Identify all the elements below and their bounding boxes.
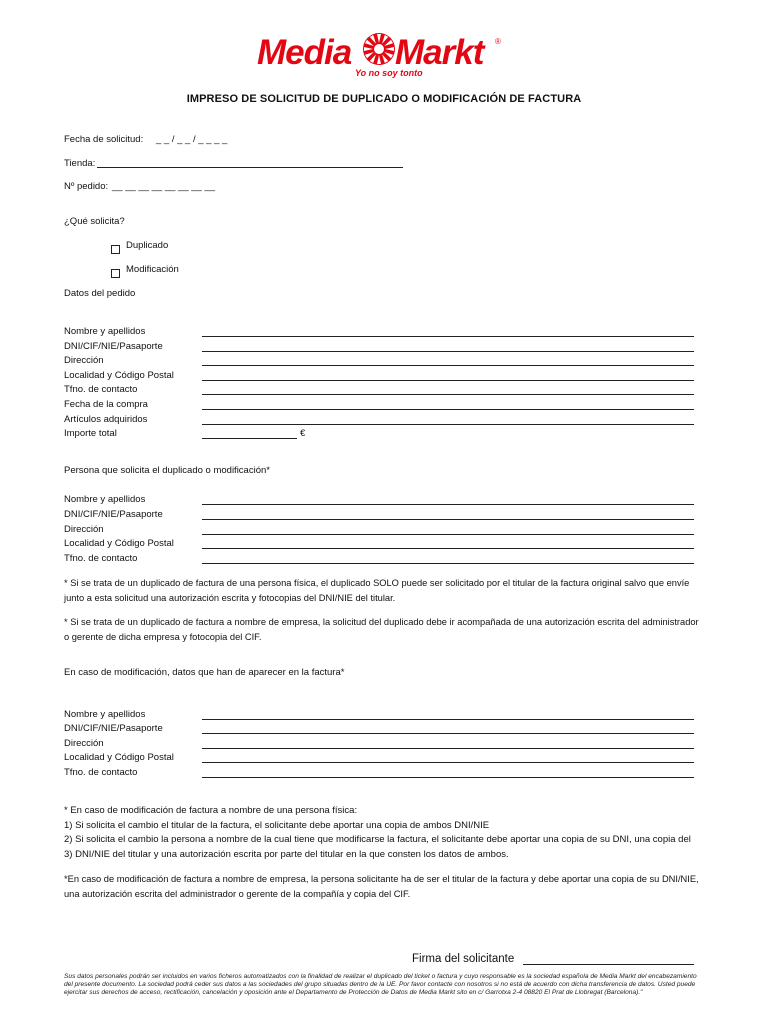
mod-label-locality: Localidad y Código Postal <box>64 752 174 763</box>
checkbox-modificacion[interactable] <box>111 265 120 283</box>
logo-text-markt: Markt <box>395 33 484 72</box>
order-field-items[interactable] <box>202 424 694 425</box>
note-mod-item3: 3) DNI/NIE del titular y una autorización escrita por parte del titular en la que consten los datos de ambos. <box>64 849 509 860</box>
order-label-address: Dirección <box>64 355 104 366</box>
order-label-locality: Localidad y Código Postal <box>64 370 174 381</box>
media-markt-logo <box>255 28 505 80</box>
mod-field-locality[interactable] <box>202 762 694 763</box>
requester-label-phone: Tfno. de contacto <box>64 553 138 564</box>
fecha-field[interactable]: _ _ / _ _ / _ _ _ _ <box>156 134 228 145</box>
checkbox-duplicado[interactable] <box>111 241 120 259</box>
order-label-items: Artículos adquiridos <box>64 414 148 425</box>
mod-label-name: Nombre y apellidos <box>64 709 146 720</box>
note-mod-item1: 1) Si solicita el cambio el titular de la factura, el solicitante debe aportar una copia de ambos DNI/NIE <box>64 820 490 831</box>
mod-field-dni[interactable] <box>202 733 694 734</box>
order-field-phone[interactable] <box>202 394 694 395</box>
order-label-dni: DNI/CIF/NIE/Pasaporte <box>64 341 163 352</box>
requester-field-locality[interactable] <box>202 548 694 549</box>
order-field-locality[interactable] <box>202 380 694 381</box>
currency-symbol: € <box>300 428 306 439</box>
mod-field-name[interactable] <box>202 719 694 720</box>
mod-label-dni: DNI/CIF/NIE/Pasaporte <box>64 723 163 734</box>
legal-notice: Sus datos personales podrán ser incluidos en varios ficheros automatizados con la finalidad de realizar el duplicado del ticket o factura y cuyo responsable es la sociedad española de Media Markt del encabezamiento del presente documento. La sociedad podrá ceder sus datos a las sociedades del grupo situadas dentro de la UE. Por favor contacte con nosotros si no está de acuerdo con dicha transferencia de datos. Usted puede ejercitar sus derechos de acceso, rectificación, cancelación y oposición ante el Departamento de Protección de Datos de Media Markt sito en c/ Garrotxa 2-4 08820 El Prat de Llobregat (Barcelona)." <box>64 973 697 997</box>
signature-label: Firma del solicitante <box>412 953 515 965</box>
order-label-phone: Tfno. de contacto <box>64 384 138 395</box>
order-field-name[interactable] <box>202 336 694 337</box>
fecha-label: Fecha de solicitud: <box>64 134 144 145</box>
requester-field-address[interactable] <box>202 534 694 535</box>
tienda-field[interactable] <box>97 167 403 168</box>
mod-field-phone[interactable] <box>202 777 694 778</box>
tienda-label: Tienda: <box>64 158 96 169</box>
note-mod-intro: * En caso de modificación de factura a nombre de una persona física: <box>64 805 358 816</box>
document-title: IMPRESO DE SOLICITUD DE DUPLICADO O MODIFICACIÓN DE FACTURA <box>186 93 582 105</box>
section-modification-heading: En caso de modificación, datos que han de aparecer en la factura* <box>64 667 345 678</box>
section-requester-heading: Persona que solicita el duplicado o modificación* <box>64 465 270 476</box>
order-field-date[interactable] <box>202 409 694 410</box>
mod-label-phone: Tfno. de contacto <box>64 767 138 778</box>
logo-wheel-icon <box>363 33 395 65</box>
order-label-total: Importe total <box>64 428 117 439</box>
logo-tagline: Yo no soy tonto <box>355 68 423 78</box>
requester-label-locality: Localidad y Código Postal <box>64 538 174 549</box>
note-mod-item2: 2) Si solicita el cambio la persona a nombre de la cual tiene que modificarse la factura, el solicitante debe aportar una copia de su DNI, una copia del <box>64 834 691 845</box>
order-label-date: Fecha de la compra <box>64 399 148 410</box>
section-order-heading: Datos del pedido <box>64 288 136 299</box>
request-question: ¿Qué solicita? <box>64 216 125 227</box>
note-duplicate-person: * Si se trata de un duplicado de factura de una persona física, el duplicado SOLO puede ser solicitado por el titular de la factura original salvo que envíe junto a esta solicitud una autorización escrita y fotocopias del DNI/NIE del titular. <box>64 578 690 603</box>
requester-field-dni[interactable] <box>202 519 694 520</box>
order-label-name: Nombre y apellidos <box>64 326 146 337</box>
requester-label-name: Nombre y apellidos <box>64 494 146 505</box>
mod-label-address: Dirección <box>64 738 104 749</box>
note-mod-company: *En caso de modificación de factura a nombre de empresa, la persona solicitante ha de ser el titular de la factura y debe aportar una copia de su DNI/NIE, una autorización escrita del administrador o gerente de la compañía y copia del CIF. <box>64 874 699 899</box>
order-field-address[interactable] <box>202 365 694 366</box>
order-field-dni[interactable] <box>202 351 694 352</box>
mod-field-address[interactable] <box>202 748 694 749</box>
order-field-total[interactable] <box>202 438 297 439</box>
pedido-label: Nº pedido: <box>64 181 109 192</box>
requester-label-address: Dirección <box>64 524 104 535</box>
option-duplicado-label: Duplicado <box>126 240 169 251</box>
pedido-field[interactable]: __ __ __ __ __ __ __ __ <box>112 181 216 192</box>
registered-mark: ® <box>495 37 501 46</box>
option-modificacion-label: Modificación <box>126 264 179 275</box>
note-duplicate-company: * Si se trata de un duplicado de factura a nombre de empresa, la solicitud del duplicado debe ir acompañada de una autorización escrita del administrador o gerente de dicha empresa y fotocopia del CIF. <box>64 617 699 642</box>
signature-line[interactable] <box>523 964 694 965</box>
requester-label-dni: DNI/CIF/NIE/Pasaporte <box>64 509 163 520</box>
requester-field-phone[interactable] <box>202 563 694 564</box>
requester-field-name[interactable] <box>202 504 694 505</box>
logo-text-media: Media <box>257 33 352 72</box>
